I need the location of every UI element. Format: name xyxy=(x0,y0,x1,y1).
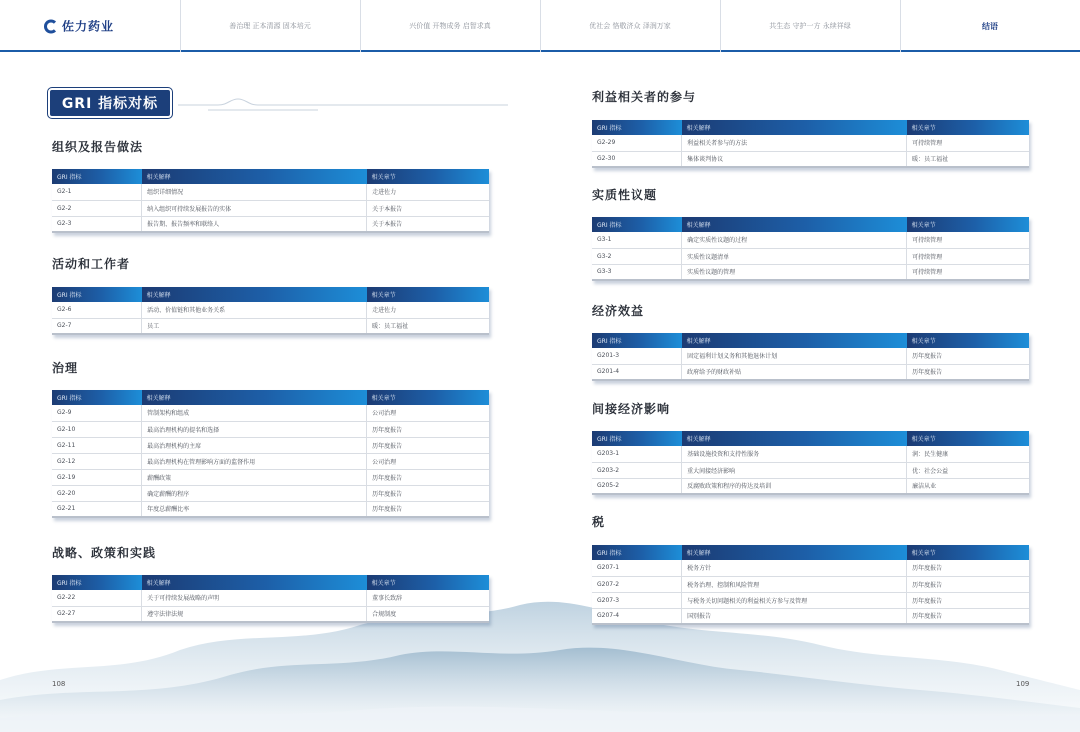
table-row xyxy=(52,405,489,421)
cell-chapter: 合规制度 xyxy=(367,606,489,622)
table-row xyxy=(592,462,1029,478)
cell-chapter: 暖：员工福祉 xyxy=(907,151,1029,167)
cell-explanation: 国别报告 xyxy=(682,608,907,624)
cell-chapter: 历年度报告 xyxy=(367,501,489,517)
table-row xyxy=(52,485,489,501)
table-row xyxy=(592,560,1029,576)
cell-explanation: 遵守法律法规 xyxy=(142,606,367,622)
cell-gri-code: G2-2 xyxy=(52,200,142,216)
cell-explanation: 员工 xyxy=(142,318,367,334)
table-row xyxy=(52,302,489,318)
column-header-explanation: 相关解释 xyxy=(682,545,907,560)
logo-text: 佐力药业 xyxy=(62,19,115,34)
table-row xyxy=(52,606,489,622)
cell-chapter: 历年度报告 xyxy=(367,437,489,453)
table-row xyxy=(592,264,1029,280)
page-number-left: 108 xyxy=(52,680,66,688)
column-header-chapter: 相关章节 xyxy=(367,390,489,405)
cell-explanation: 活动、价值链和其他业务关系 xyxy=(142,302,367,318)
table-row xyxy=(592,248,1029,264)
cell-chapter: 董事长致辞 xyxy=(367,590,489,606)
cloud-line-decoration xyxy=(178,96,508,114)
gri-index-table xyxy=(52,390,489,518)
cell-explanation: 税务方针 xyxy=(682,560,907,576)
column-header-gri: GRI 指标 xyxy=(592,431,682,446)
table-row xyxy=(52,437,489,453)
cell-chapter: 优：社会公益 xyxy=(907,462,1029,478)
cell-explanation: 报告期、报告频率和联络人 xyxy=(142,216,367,232)
section-title: 组织及报告做法 xyxy=(52,140,144,154)
column-header-explanation: 相关解释 xyxy=(682,120,907,135)
cell-explanation: 重大间接经济影响 xyxy=(682,462,907,478)
column-header-chapter: 相关章节 xyxy=(907,120,1029,135)
cell-gri-code: G2-7 xyxy=(52,318,142,334)
nav-tab-society[interactable]: 优社会 恪敬济众 泽润万家 xyxy=(589,22,671,30)
table-row xyxy=(592,348,1029,364)
cell-chapter: 暖：员工福祉 xyxy=(367,318,489,334)
cell-gri-code: G205-2 xyxy=(592,478,682,494)
table-row xyxy=(52,184,489,200)
column-header-gri: GRI 指标 xyxy=(52,390,142,405)
section-title: 利益相关者的参与 xyxy=(592,90,697,104)
cell-explanation: 关于可持续发展战略的声明 xyxy=(142,590,367,606)
table-row xyxy=(52,590,489,606)
table-row xyxy=(592,592,1029,608)
cell-gri-code: G2-30 xyxy=(592,151,682,167)
table-header-row xyxy=(52,287,489,302)
section-title: 间接经济影响 xyxy=(592,402,671,416)
column-header-chapter: 相关章节 xyxy=(907,431,1029,446)
nav-tab-value[interactable]: 兴价值 开物成务 启智求真 xyxy=(409,22,491,30)
column-header-explanation: 相关解释 xyxy=(142,390,367,405)
column-header-chapter: 相关章节 xyxy=(367,575,489,590)
cell-gri-code: G207-3 xyxy=(592,592,682,608)
nav-tab-conclusion[interactable]: 结语 xyxy=(982,21,998,31)
cell-explanation: 实质性议题清单 xyxy=(682,248,907,264)
column-header-gri: GRI 指标 xyxy=(52,287,142,302)
table-row xyxy=(592,364,1029,380)
column-header-chapter: 相关章节 xyxy=(907,217,1029,232)
cell-explanation: 组织详细情况 xyxy=(142,184,367,200)
cell-gri-code: G201-3 xyxy=(592,348,682,364)
column-header-gri: GRI 指标 xyxy=(592,333,682,348)
cell-chapter: 历年度报告 xyxy=(367,485,489,501)
company-logo[interactable] xyxy=(44,18,114,35)
table-row xyxy=(52,318,489,334)
cell-gri-code: G2-11 xyxy=(52,437,142,453)
column-header-chapter: 相关章节 xyxy=(907,333,1029,348)
table-row xyxy=(52,501,489,517)
column-header-chapter: 相关章节 xyxy=(907,545,1029,560)
table-row xyxy=(592,478,1029,494)
cell-gri-code: G2-20 xyxy=(52,485,142,501)
section-title: 战略、政策和实践 xyxy=(52,546,157,560)
cell-chapter: 关于本报告 xyxy=(367,216,489,232)
cell-explanation: 实质性议题的管理 xyxy=(682,264,907,280)
section-title: 治理 xyxy=(52,361,79,375)
cell-gri-code: G2-29 xyxy=(592,135,682,151)
table-row xyxy=(592,151,1029,167)
cell-gri-code: G3-3 xyxy=(592,264,682,280)
column-header-gri: GRI 指标 xyxy=(592,120,682,135)
cell-gri-code: G207-4 xyxy=(592,608,682,624)
cell-gri-code: G201-4 xyxy=(592,364,682,380)
cell-chapter: 润：民生健康 xyxy=(907,446,1029,462)
table-header-row xyxy=(52,169,489,184)
cell-gri-code: G2-22 xyxy=(52,590,142,606)
cell-explanation: 集体谈判协议 xyxy=(682,151,907,167)
table-row xyxy=(52,200,489,216)
cell-chapter: 历年度报告 xyxy=(367,469,489,485)
logo-mark-icon xyxy=(44,19,58,33)
table-header-row xyxy=(592,545,1029,560)
cell-chapter: 走进佐力 xyxy=(367,302,489,318)
cell-chapter: 历年度报告 xyxy=(907,364,1029,380)
cell-explanation: 纳入组织可持续发展报告的实体 xyxy=(142,200,367,216)
cell-explanation: 基础设施投资和支持性服务 xyxy=(682,446,907,462)
section-title: 活动和工作者 xyxy=(52,257,131,271)
cell-chapter: 可持续管理 xyxy=(907,232,1029,248)
cell-gri-code: G2-12 xyxy=(52,453,142,469)
column-header-gri: GRI 指标 xyxy=(52,575,142,590)
cell-gri-code: G2-1 xyxy=(52,184,142,200)
cell-chapter: 历年度报告 xyxy=(907,348,1029,364)
page-number-right: 109 xyxy=(1016,680,1030,688)
column-header-chapter: 相关章节 xyxy=(367,169,489,184)
table-header-row xyxy=(592,217,1029,232)
cell-chapter: 历年度报告 xyxy=(907,576,1029,592)
section-title: 经济效益 xyxy=(592,304,645,318)
cell-gri-code: G203-2 xyxy=(592,462,682,478)
column-header-explanation: 相关解释 xyxy=(142,575,367,590)
column-header-gri: GRI 指标 xyxy=(592,217,682,232)
cell-gri-code: G3-2 xyxy=(592,248,682,264)
column-header-explanation: 相关解释 xyxy=(142,287,367,302)
cell-chapter: 历年度报告 xyxy=(907,560,1029,576)
cell-explanation: 年度总薪酬比率 xyxy=(142,501,367,517)
cell-gri-code: G2-9 xyxy=(52,405,142,421)
cell-gri-code: G2-19 xyxy=(52,469,142,485)
gri-index-table xyxy=(52,287,489,335)
cell-explanation: 利益相关者参与的方法 xyxy=(682,135,907,151)
cell-gri-code: G2-3 xyxy=(52,216,142,232)
cell-explanation: 反腐败政策和程序的传达及培训 xyxy=(682,478,907,494)
column-header-gri: GRI 指标 xyxy=(592,545,682,560)
cell-chapter: 关于本报告 xyxy=(367,200,489,216)
cell-explanation: 最高治理机构在管理影响方面的监督作用 xyxy=(142,453,367,469)
column-header-gri: GRI 指标 xyxy=(52,169,142,184)
cell-explanation: 最高治理机构的提名和选择 xyxy=(142,421,367,437)
gri-index-table xyxy=(592,120,1029,168)
cell-chapter: 可持续管理 xyxy=(907,135,1029,151)
cell-gri-code: G207-2 xyxy=(592,576,682,592)
table-row xyxy=(52,453,489,469)
table-row xyxy=(592,135,1029,151)
cell-chapter: 历年度报告 xyxy=(907,608,1029,624)
column-header-explanation: 相关解释 xyxy=(682,217,907,232)
cell-explanation: 管制架构和组成 xyxy=(142,405,367,421)
cell-chapter: 可持续管理 xyxy=(907,248,1029,264)
gri-index-table xyxy=(52,575,489,623)
cell-chapter: 历年度报告 xyxy=(367,421,489,437)
cell-gri-code: G2-21 xyxy=(52,501,142,517)
cell-gri-code: G3-1 xyxy=(592,232,682,248)
column-header-explanation: 相关解释 xyxy=(682,431,907,446)
cell-explanation: 确定实质性议题的过程 xyxy=(682,232,907,248)
cell-chapter: 公司治理 xyxy=(367,453,489,469)
table-row xyxy=(592,446,1029,462)
gri-index-table xyxy=(592,217,1029,281)
table-header-row xyxy=(592,333,1029,348)
cell-gri-code: G2-27 xyxy=(52,606,142,622)
cell-chapter: 廉洁从业 xyxy=(907,478,1029,494)
gri-index-table xyxy=(592,333,1029,381)
gri-index-table xyxy=(592,545,1029,625)
column-header-chapter: 相关章节 xyxy=(367,287,489,302)
table-header-row xyxy=(592,431,1029,446)
cell-chapter: 可持续管理 xyxy=(907,264,1029,280)
cell-gri-code: G2-10 xyxy=(52,421,142,437)
table-row xyxy=(592,232,1029,248)
cell-explanation: 确定薪酬的程序 xyxy=(142,485,367,501)
table-row xyxy=(52,421,489,437)
cell-gri-code: G207-1 xyxy=(592,560,682,576)
table-header-row xyxy=(52,390,489,405)
cell-gri-code: G203-1 xyxy=(592,446,682,462)
table-row xyxy=(52,469,489,485)
nav-tab-ecology[interactable]: 共生态 守护一方 永续祥绿 xyxy=(769,22,851,30)
cell-chapter: 公司治理 xyxy=(367,405,489,421)
table-header-row xyxy=(52,575,489,590)
cell-explanation: 与税务关切问题相关的利益相关方参与及管理 xyxy=(682,592,907,608)
cell-explanation: 薪酬政策 xyxy=(142,469,367,485)
page-title: GRI 指标对标 xyxy=(50,90,170,116)
top-navigation-bar xyxy=(0,0,1080,52)
cell-chapter: 走进佐力 xyxy=(367,184,489,200)
table-row xyxy=(592,576,1029,592)
cell-explanation: 税务治理、控制和风险管理 xyxy=(682,576,907,592)
cell-explanation: 固定福利计划义务和其他退休计划 xyxy=(682,348,907,364)
cell-chapter: 历年度报告 xyxy=(907,592,1029,608)
gri-index-table xyxy=(592,431,1029,495)
section-title: 实质性议题 xyxy=(592,188,658,202)
nav-tab-governance[interactable]: 善治理 正本清源 固本培元 xyxy=(229,22,311,30)
cell-gri-code: G2-6 xyxy=(52,302,142,318)
section-title: 税 xyxy=(592,515,606,529)
table-header-row xyxy=(592,120,1029,135)
column-header-explanation: 相关解释 xyxy=(682,333,907,348)
table-row xyxy=(52,216,489,232)
gri-index-table xyxy=(52,169,489,233)
cell-explanation: 政府给予的财政补贴 xyxy=(682,364,907,380)
table-row xyxy=(592,608,1029,624)
column-header-explanation: 相关解释 xyxy=(142,169,367,184)
cell-explanation: 最高治理机构的主席 xyxy=(142,437,367,453)
